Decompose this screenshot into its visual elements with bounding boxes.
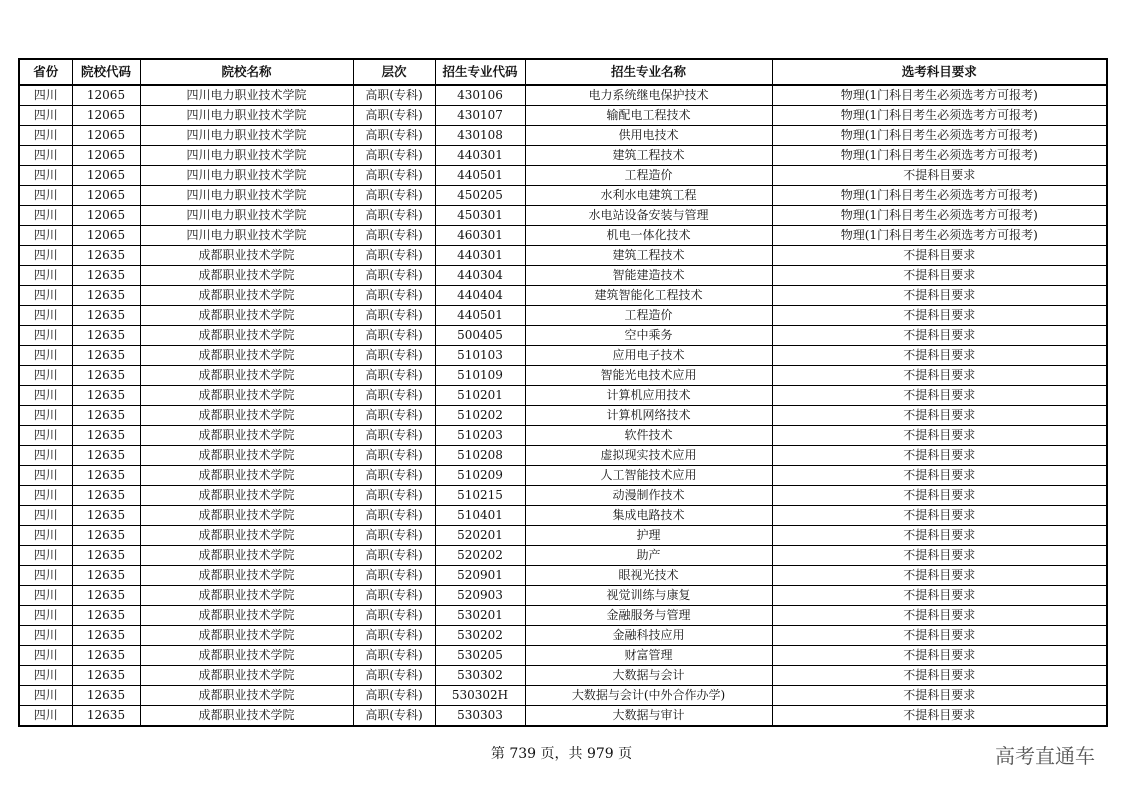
cell-major-code: 530202 — [435, 626, 525, 646]
table-row — [19, 406, 1107, 426]
cell-school-code: 12635 — [72, 686, 140, 706]
table-row — [19, 646, 1107, 666]
cell-level: 高职(专科) — [353, 426, 435, 446]
cell-school-name: 成都职业技术学院 — [140, 646, 353, 666]
cell-school-code: 12635 — [72, 446, 140, 466]
cell-level: 高职(专科) — [353, 526, 435, 546]
cell-province: 四川 — [19, 346, 72, 366]
table-row — [19, 466, 1107, 486]
cell-subject-requirement: 不提科目要求 — [772, 486, 1107, 506]
cell-level: 高职(专科) — [353, 286, 435, 306]
cell-school-code: 12635 — [72, 526, 140, 546]
cell-school-name: 四川电力职业技术学院 — [140, 166, 353, 186]
enrollment-table — [18, 58, 1108, 727]
cell-level: 高职(专科) — [353, 586, 435, 606]
table-row — [19, 146, 1107, 166]
cell-subject-requirement: 不提科目要求 — [772, 466, 1107, 486]
cell-province: 四川 — [19, 686, 72, 706]
cell-subject-requirement: 不提科目要求 — [772, 326, 1107, 346]
cell-province: 四川 — [19, 666, 72, 686]
cell-school-code: 12635 — [72, 666, 140, 686]
cell-province: 四川 — [19, 306, 72, 326]
cell-school-code: 12065 — [72, 206, 140, 226]
cell-level: 高职(专科) — [353, 566, 435, 586]
table-row — [19, 666, 1107, 686]
cell-level: 高职(专科) — [353, 406, 435, 426]
cell-major-name: 水利水电建筑工程 — [525, 186, 772, 206]
cell-school-name: 成都职业技术学院 — [140, 566, 353, 586]
cell-subject-requirement: 物理(1门科目考生必须选考方可报考) — [772, 126, 1107, 146]
cell-major-code: 520903 — [435, 586, 525, 606]
cell-school-name: 四川电力职业技术学院 — [140, 146, 353, 166]
cell-subject-requirement: 不提科目要求 — [772, 266, 1107, 286]
cell-school-name: 成都职业技术学院 — [140, 366, 353, 386]
cell-subject-requirement: 不提科目要求 — [772, 306, 1107, 326]
cell-level: 高职(专科) — [353, 226, 435, 246]
cell-subject-requirement: 不提科目要求 — [772, 386, 1107, 406]
table-row — [19, 246, 1107, 266]
cell-level: 高职(专科) — [353, 186, 435, 206]
table-row — [19, 626, 1107, 646]
cell-school-name: 成都职业技术学院 — [140, 446, 353, 466]
cell-province: 四川 — [19, 566, 72, 586]
cell-major-name: 水电站设备安装与管理 — [525, 206, 772, 226]
cell-school-code: 12065 — [72, 85, 140, 106]
table-row — [19, 446, 1107, 466]
table-row — [19, 206, 1107, 226]
cell-province: 四川 — [19, 366, 72, 386]
cell-school-name: 四川电力职业技术学院 — [140, 126, 353, 146]
cell-major-name: 空中乘务 — [525, 326, 772, 346]
cell-province: 四川 — [19, 226, 72, 246]
cell-major-code: 430107 — [435, 106, 525, 126]
cell-province: 四川 — [19, 146, 72, 166]
cell-subject-requirement: 不提科目要求 — [772, 686, 1107, 706]
cell-level: 高职(专科) — [353, 85, 435, 106]
cell-subject-requirement: 物理(1门科目考生必须选考方可报考) — [772, 226, 1107, 246]
cell-subject-requirement: 不提科目要求 — [772, 346, 1107, 366]
cell-subject-requirement: 不提科目要求 — [772, 506, 1107, 526]
table-row — [19, 586, 1107, 606]
cell-school-name: 成都职业技术学院 — [140, 706, 353, 727]
cell-major-name: 大数据与会计 — [525, 666, 772, 686]
cell-level: 高职(专科) — [353, 546, 435, 566]
cell-subject-requirement: 物理(1门科目考生必须选考方可报考) — [772, 85, 1107, 106]
table-row — [19, 326, 1107, 346]
cell-level: 高职(专科) — [353, 686, 435, 706]
watermark-logo-text: 高考直通车 — [995, 744, 1095, 768]
cell-school-name: 成都职业技术学院 — [140, 266, 353, 286]
cell-major-code: 440404 — [435, 286, 525, 306]
cell-school-name: 成都职业技术学院 — [140, 246, 353, 266]
cell-major-name: 金融科技应用 — [525, 626, 772, 646]
cell-subject-requirement: 物理(1门科目考生必须选考方可报考) — [772, 146, 1107, 166]
cell-school-name: 成都职业技术学院 — [140, 406, 353, 426]
cell-school-code: 12635 — [72, 626, 140, 646]
cell-level: 高职(专科) — [353, 106, 435, 126]
cell-level: 高职(专科) — [353, 206, 435, 226]
cell-major-code: 500405 — [435, 326, 525, 346]
cell-major-name: 智能建造技术 — [525, 266, 772, 286]
cell-subject-requirement: 不提科目要求 — [772, 246, 1107, 266]
cell-province: 四川 — [19, 526, 72, 546]
cell-school-name: 四川电力职业技术学院 — [140, 106, 353, 126]
cell-major-code: 530303 — [435, 706, 525, 727]
cell-school-code: 12635 — [72, 466, 140, 486]
header-school-code: 院校代码 — [72, 59, 140, 85]
cell-major-name: 财富管理 — [525, 646, 772, 666]
header-level: 层次 — [353, 59, 435, 85]
cell-school-name: 成都职业技术学院 — [140, 506, 353, 526]
table-row — [19, 546, 1107, 566]
cell-school-name: 四川电力职业技术学院 — [140, 85, 353, 106]
cell-subject-requirement: 不提科目要求 — [772, 706, 1107, 727]
cell-school-name: 成都职业技术学院 — [140, 286, 353, 306]
cell-major-code: 510202 — [435, 406, 525, 426]
cell-province: 四川 — [19, 586, 72, 606]
cell-province: 四川 — [19, 466, 72, 486]
cell-major-name: 人工智能技术应用 — [525, 466, 772, 486]
cell-major-code: 510208 — [435, 446, 525, 466]
table-row — [19, 706, 1107, 727]
cell-school-code: 12635 — [72, 606, 140, 626]
cell-subject-requirement: 物理(1门科目考生必须选考方可报考) — [772, 206, 1107, 226]
table-row — [19, 85, 1107, 106]
cell-school-name: 成都职业技术学院 — [140, 666, 353, 686]
cell-major-code: 520901 — [435, 566, 525, 586]
table-row — [19, 266, 1107, 286]
cell-major-code: 530302H — [435, 686, 525, 706]
cell-major-code: 460301 — [435, 226, 525, 246]
cell-level: 高职(专科) — [353, 386, 435, 406]
cell-province: 四川 — [19, 606, 72, 626]
cell-level: 高职(专科) — [353, 626, 435, 646]
cell-school-name: 成都职业技术学院 — [140, 686, 353, 706]
header-row — [19, 59, 1107, 85]
cell-major-name: 建筑工程技术 — [525, 246, 772, 266]
cell-level: 高职(专科) — [353, 486, 435, 506]
cell-subject-requirement: 不提科目要求 — [772, 406, 1107, 426]
cell-major-name: 软件技术 — [525, 426, 772, 446]
cell-major-name: 输配电工程技术 — [525, 106, 772, 126]
cell-subject-requirement: 不提科目要求 — [772, 566, 1107, 586]
cell-major-code: 440304 — [435, 266, 525, 286]
cell-level: 高职(专科) — [353, 346, 435, 366]
cell-level: 高职(专科) — [353, 306, 435, 326]
cell-school-name: 成都职业技术学院 — [140, 586, 353, 606]
cell-subject-requirement: 物理(1门科目考生必须选考方可报考) — [772, 106, 1107, 126]
cell-school-name: 成都职业技术学院 — [140, 626, 353, 646]
cell-school-code: 12065 — [72, 166, 140, 186]
cell-major-name: 建筑智能化工程技术 — [525, 286, 772, 306]
table-row — [19, 286, 1107, 306]
cell-level: 高职(专科) — [353, 466, 435, 486]
cell-subject-requirement: 不提科目要求 — [772, 526, 1107, 546]
table-row — [19, 126, 1107, 146]
cell-school-code: 12635 — [72, 326, 140, 346]
cell-major-code: 450301 — [435, 206, 525, 226]
header-subject-requirement: 选考科目要求 — [772, 59, 1107, 85]
cell-subject-requirement: 不提科目要求 — [772, 626, 1107, 646]
cell-major-code: 510209 — [435, 466, 525, 486]
cell-subject-requirement: 不提科目要求 — [772, 166, 1107, 186]
cell-major-name: 工程造价 — [525, 166, 772, 186]
cell-major-code: 440501 — [435, 306, 525, 326]
cell-level: 高职(专科) — [353, 246, 435, 266]
table-row — [19, 426, 1107, 446]
cell-level: 高职(专科) — [353, 166, 435, 186]
cell-province: 四川 — [19, 85, 72, 106]
header-major-name: 招生专业名称 — [525, 59, 772, 85]
cell-province: 四川 — [19, 626, 72, 646]
cell-major-name: 大数据与审计 — [525, 706, 772, 727]
cell-school-name: 成都职业技术学院 — [140, 306, 353, 326]
cell-subject-requirement: 不提科目要求 — [772, 646, 1107, 666]
cell-school-code: 12065 — [72, 226, 140, 246]
cell-major-code: 510103 — [435, 346, 525, 366]
cell-major-name: 电力系统继电保护技术 — [525, 85, 772, 106]
cell-major-code: 510401 — [435, 506, 525, 526]
cell-province: 四川 — [19, 126, 72, 146]
cell-school-code: 12635 — [72, 426, 140, 446]
cell-subject-requirement: 物理(1门科目考生必须选考方可报考) — [772, 186, 1107, 206]
table-row — [19, 566, 1107, 586]
cell-school-code: 12635 — [72, 506, 140, 526]
header-school-name: 院校名称 — [140, 59, 353, 85]
cell-province: 四川 — [19, 186, 72, 206]
cell-level: 高职(专科) — [353, 606, 435, 626]
cell-school-code: 12635 — [72, 546, 140, 566]
cell-major-name: 视觉训练与康复 — [525, 586, 772, 606]
cell-province: 四川 — [19, 706, 72, 727]
cell-level: 高职(专科) — [353, 326, 435, 346]
cell-major-name: 大数据与会计(中外合作办学) — [525, 686, 772, 706]
cell-province: 四川 — [19, 486, 72, 506]
cell-school-name: 成都职业技术学院 — [140, 426, 353, 446]
cell-major-name: 应用电子技术 — [525, 346, 772, 366]
cell-province: 四川 — [19, 446, 72, 466]
table-row — [19, 106, 1107, 126]
cell-level: 高职(专科) — [353, 266, 435, 286]
cell-subject-requirement: 不提科目要求 — [772, 606, 1107, 626]
cell-province: 四川 — [19, 506, 72, 526]
cell-major-code: 530302 — [435, 666, 525, 686]
cell-major-code: 430108 — [435, 126, 525, 146]
cell-subject-requirement: 不提科目要求 — [772, 426, 1107, 446]
cell-school-code: 12065 — [72, 186, 140, 206]
cell-subject-requirement: 不提科目要求 — [772, 586, 1107, 606]
cell-school-code: 12635 — [72, 486, 140, 506]
cell-school-code: 12635 — [72, 646, 140, 666]
cell-major-name: 助产 — [525, 546, 772, 566]
cell-major-code: 530205 — [435, 646, 525, 666]
table-row — [19, 366, 1107, 386]
cell-level: 高职(专科) — [353, 646, 435, 666]
cell-major-code: 510109 — [435, 366, 525, 386]
cell-province: 四川 — [19, 646, 72, 666]
cell-school-code: 12635 — [72, 406, 140, 426]
cell-major-name: 智能光电技术应用 — [525, 366, 772, 386]
table-row — [19, 186, 1107, 206]
cell-school-name: 四川电力职业技术学院 — [140, 206, 353, 226]
table-row — [19, 686, 1107, 706]
cell-major-name: 金融服务与管理 — [525, 606, 772, 626]
cell-school-name: 成都职业技术学院 — [140, 326, 353, 346]
table-row — [19, 606, 1107, 626]
cell-major-code: 440301 — [435, 246, 525, 266]
cell-school-name: 成都职业技术学院 — [140, 606, 353, 626]
cell-school-code: 12635 — [72, 386, 140, 406]
cell-subject-requirement: 不提科目要求 — [772, 286, 1107, 306]
table-row — [19, 346, 1107, 366]
cell-major-code: 510201 — [435, 386, 525, 406]
table-row — [19, 386, 1107, 406]
cell-subject-requirement: 不提科目要求 — [772, 546, 1107, 566]
cell-major-code: 510215 — [435, 486, 525, 506]
cell-major-name: 计算机应用技术 — [525, 386, 772, 406]
cell-major-name: 供用电技术 — [525, 126, 772, 146]
table-row — [19, 166, 1107, 186]
cell-level: 高职(专科) — [353, 446, 435, 466]
cell-level: 高职(专科) — [353, 146, 435, 166]
cell-level: 高职(专科) — [353, 706, 435, 727]
cell-province: 四川 — [19, 426, 72, 446]
cell-province: 四川 — [19, 286, 72, 306]
cell-school-code: 12635 — [72, 306, 140, 326]
cell-subject-requirement: 不提科目要求 — [772, 366, 1107, 386]
cell-level: 高职(专科) — [353, 666, 435, 686]
cell-province: 四川 — [19, 246, 72, 266]
cell-major-code: 440501 — [435, 166, 525, 186]
cell-province: 四川 — [19, 266, 72, 286]
table-row — [19, 306, 1107, 326]
cell-province: 四川 — [19, 406, 72, 426]
cell-major-code: 530201 — [435, 606, 525, 626]
cell-major-name: 集成电路技术 — [525, 506, 772, 526]
table-row — [19, 526, 1107, 546]
cell-major-name: 工程造价 — [525, 306, 772, 326]
cell-province: 四川 — [19, 166, 72, 186]
cell-school-code: 12635 — [72, 366, 140, 386]
cell-major-code: 510203 — [435, 426, 525, 446]
cell-school-code: 12065 — [72, 146, 140, 166]
cell-school-name: 成都职业技术学院 — [140, 486, 353, 506]
cell-school-code: 12635 — [72, 246, 140, 266]
cell-major-name: 动漫制作技术 — [525, 486, 772, 506]
cell-school-name: 成都职业技术学院 — [140, 466, 353, 486]
table-row — [19, 226, 1107, 246]
cell-major-name: 机电一体化技术 — [525, 226, 772, 246]
cell-province: 四川 — [19, 106, 72, 126]
cell-school-name: 四川电力职业技术学院 — [140, 186, 353, 206]
cell-school-name: 成都职业技术学院 — [140, 546, 353, 566]
cell-major-name: 虚拟现实技术应用 — [525, 446, 772, 466]
cell-major-name: 计算机网络技术 — [525, 406, 772, 426]
cell-subject-requirement: 不提科目要求 — [772, 446, 1107, 466]
cell-major-name: 护理 — [525, 526, 772, 546]
cell-level: 高职(专科) — [353, 366, 435, 386]
cell-school-code: 12635 — [72, 566, 140, 586]
cell-province: 四川 — [19, 386, 72, 406]
table-body — [19, 85, 1107, 726]
cell-province: 四川 — [19, 206, 72, 226]
cell-school-name: 四川电力职业技术学院 — [140, 226, 353, 246]
cell-school-code: 12635 — [72, 706, 140, 727]
cell-school-code: 12065 — [72, 126, 140, 146]
cell-school-code: 12635 — [72, 286, 140, 306]
header-province: 省份 — [19, 59, 72, 85]
cell-major-code: 450205 — [435, 186, 525, 206]
cell-major-code: 520201 — [435, 526, 525, 546]
cell-major-code: 520202 — [435, 546, 525, 566]
cell-major-code: 440301 — [435, 146, 525, 166]
cell-subject-requirement: 不提科目要求 — [772, 666, 1107, 686]
cell-province: 四川 — [19, 546, 72, 566]
table-row — [19, 486, 1107, 506]
page-number: 第 739 页，共 979 页 — [490, 746, 633, 762]
cell-school-code: 12635 — [72, 266, 140, 286]
cell-major-name: 眼视光技术 — [525, 566, 772, 586]
cell-school-code: 12635 — [72, 346, 140, 366]
cell-school-name: 成都职业技术学院 — [140, 526, 353, 546]
cell-school-code: 12065 — [72, 106, 140, 126]
cell-level: 高职(专科) — [353, 506, 435, 526]
header-major-code: 招生专业代码 — [435, 59, 525, 85]
cell-school-name: 成都职业技术学院 — [140, 346, 353, 366]
cell-province: 四川 — [19, 326, 72, 346]
cell-major-code: 430106 — [435, 85, 525, 106]
cell-school-code: 12635 — [72, 586, 140, 606]
table-row — [19, 506, 1107, 526]
cell-school-name: 成都职业技术学院 — [140, 386, 353, 406]
cell-level: 高职(专科) — [353, 126, 435, 146]
cell-major-name: 建筑工程技术 — [525, 146, 772, 166]
